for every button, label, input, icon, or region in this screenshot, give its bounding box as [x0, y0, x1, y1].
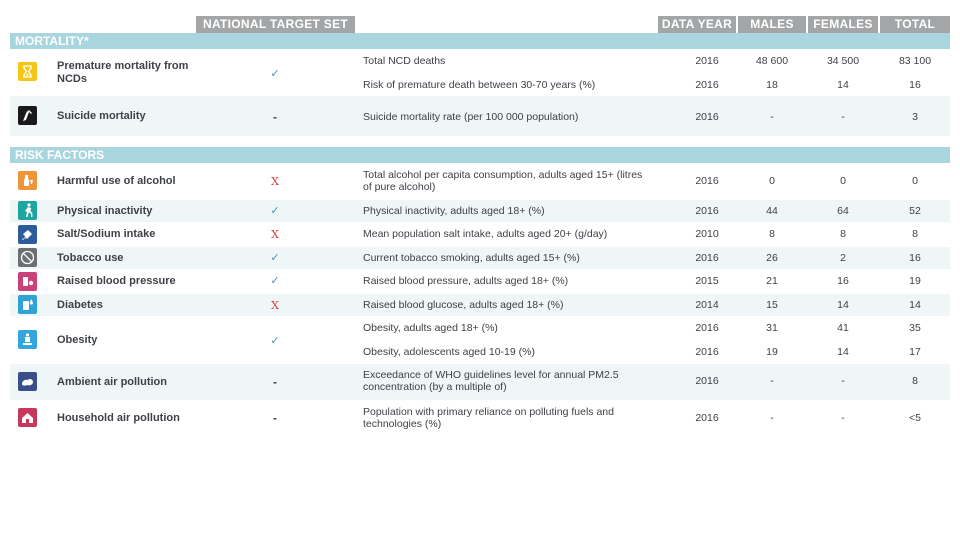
indicator: Current tobacco smoking, adults aged 15+ (%)	[363, 252, 580, 264]
females-value: -	[841, 412, 845, 424]
scale-person-icon	[18, 330, 37, 349]
males-value: 48 600	[755, 55, 789, 67]
total-value: 52	[909, 205, 921, 217]
target-dash: -	[273, 110, 277, 124]
females-value: 0	[840, 175, 846, 187]
data-year: 2016	[695, 412, 719, 424]
males-value: 44	[766, 205, 778, 217]
house-smoke-icon	[18, 408, 37, 427]
table-row-household-air-pollution	[10, 401, 950, 437]
indicator: Risk of premature death between 30-70 years (%)	[363, 79, 596, 91]
header-data-year: DATA YEAR	[658, 16, 736, 33]
males-value: 15	[766, 299, 778, 311]
indicator: Total NCD deaths	[363, 55, 446, 67]
males-value: 8	[769, 228, 775, 240]
target-cross: X	[271, 299, 279, 312]
factor-label: Suicide mortality	[57, 110, 146, 122]
table-row-blood-pressure	[10, 270, 950, 293]
total-value: 17	[909, 346, 921, 358]
target-dash: -	[273, 411, 277, 425]
hourglass-icon	[18, 62, 37, 81]
total-value: 14	[909, 299, 921, 311]
indicator: Physical inactivity, adults aged 18+ (%)	[363, 205, 545, 217]
indicator: Mean population salt intake, adults aged 20+ (g/day)	[363, 228, 608, 240]
data-year: 2016	[695, 79, 719, 91]
data-year: 2016	[695, 252, 719, 264]
target-cross: X	[271, 228, 279, 241]
males-value: 26	[766, 252, 778, 264]
indicator: Raised blood glucose, adults aged 18+ (%)	[363, 299, 564, 311]
indicator: Population with primary reliance on polluting fuels and technologies (%)	[363, 406, 614, 430]
data-year: 2015	[695, 275, 719, 287]
table-row-salt-intake	[10, 223, 950, 246]
factor-label: Physical inactivity	[57, 205, 153, 217]
table-row-diabetes	[10, 294, 950, 316]
males-value: 21	[766, 275, 778, 287]
data-year: 2016	[695, 375, 719, 387]
target-tick: ✓	[270, 205, 280, 217]
table-row-physical-inactivity	[10, 200, 950, 222]
females-value: -	[841, 111, 845, 123]
total-value: 83 100	[898, 55, 932, 67]
total-value: 8	[912, 228, 918, 240]
target-cross: X	[271, 175, 279, 188]
females-value: 8	[840, 228, 846, 240]
suicide-icon	[18, 106, 37, 125]
total-value: 35	[909, 322, 921, 334]
indicator: Obesity, adults aged 18+ (%)	[363, 322, 498, 334]
data-year: 2016	[695, 111, 719, 123]
target-tick: ✓	[270, 335, 280, 347]
running-icon	[18, 201, 37, 220]
females-value: 14	[837, 299, 849, 311]
total-value: 19	[909, 275, 921, 287]
males-value: 0	[769, 175, 775, 187]
total-value: 16	[909, 252, 921, 264]
females-value: 14	[837, 79, 849, 91]
females-value: 34 500	[826, 55, 860, 67]
data-year: 2016	[695, 205, 719, 217]
header-total: TOTAL	[880, 16, 950, 33]
factor-label: Harmful use of alcohol	[57, 175, 176, 187]
total-value: 16	[909, 79, 921, 91]
factor-label: Premature mortality from NCDs	[57, 60, 189, 85]
factor-label: Ambient air pollution	[57, 376, 167, 388]
total-value: <5	[909, 412, 921, 424]
females-value: 16	[837, 275, 849, 287]
air-pollution-icon	[18, 372, 37, 391]
factor-label: Salt/Sodium intake	[57, 228, 156, 240]
table-row-suicide-mortality	[10, 96, 950, 136]
total-value: 8	[912, 375, 918, 387]
indicator: Exceedance of WHO guidelines level for annual PM2.5 concentration (by a multiple of)	[363, 369, 619, 393]
females-value: 41	[837, 322, 849, 334]
indicator: Suicide mortality rate (per 100 000 population)	[363, 111, 579, 123]
section-risk-factors: RISK FACTORS	[10, 147, 950, 163]
males-value: -	[770, 412, 774, 424]
glucose-meter-icon	[18, 295, 37, 314]
table-row-premature-mortality	[10, 50, 950, 94]
alcohol-icon	[18, 171, 37, 190]
target-tick: ✓	[270, 68, 280, 80]
indicator: Total alcohol per capita consumption, adults aged 15+ (litres of pure alcohol)	[363, 169, 643, 193]
data-year: 2016	[695, 346, 719, 358]
table-row-obesity	[10, 317, 950, 363]
header-males: MALES	[738, 16, 806, 33]
target-dash: -	[273, 375, 277, 389]
header-females: FEMALES	[808, 16, 878, 33]
indicator: Obesity, adolescents aged 10-19 (%)	[363, 346, 535, 358]
data-year: 2016	[695, 55, 719, 67]
factor-label: Obesity	[57, 334, 98, 346]
factor-label: Raised blood pressure	[57, 275, 176, 287]
males-value: -	[770, 375, 774, 387]
data-year: 2014	[695, 299, 719, 311]
data-year: 2016	[695, 322, 719, 334]
total-value: 3	[912, 111, 918, 123]
males-value: 18	[766, 79, 778, 91]
factor-label: Household air pollution	[57, 412, 180, 424]
males-value: 19	[766, 346, 778, 358]
factor-label: Tobacco use	[57, 252, 124, 264]
blood-pressure-icon	[18, 272, 37, 291]
section-mortality: MORTALITY*	[10, 33, 950, 49]
factor-label: Diabetes	[57, 299, 103, 311]
indicator: Raised blood pressure, adults aged 18+ (%)	[363, 275, 569, 287]
target-tick: ✓	[270, 275, 280, 287]
females-value: 2	[840, 252, 846, 264]
no-smoking-icon	[18, 248, 37, 267]
data-year: 2016	[695, 175, 719, 187]
target-tick: ✓	[270, 252, 280, 264]
salt-shaker-icon	[18, 225, 37, 244]
total-value: 0	[912, 175, 918, 187]
males-value: -	[770, 111, 774, 123]
table-row-alcohol	[10, 164, 950, 198]
females-value: 64	[837, 205, 849, 217]
females-value: 14	[837, 346, 849, 358]
data-year: 2010	[695, 228, 719, 240]
males-value: 31	[766, 322, 778, 334]
females-value: -	[841, 375, 845, 387]
table-row-tobacco-use	[10, 247, 950, 269]
header-national-target-set: NATIONAL TARGET SET	[196, 16, 355, 33]
table-row-ambient-air-pollution	[10, 364, 950, 400]
